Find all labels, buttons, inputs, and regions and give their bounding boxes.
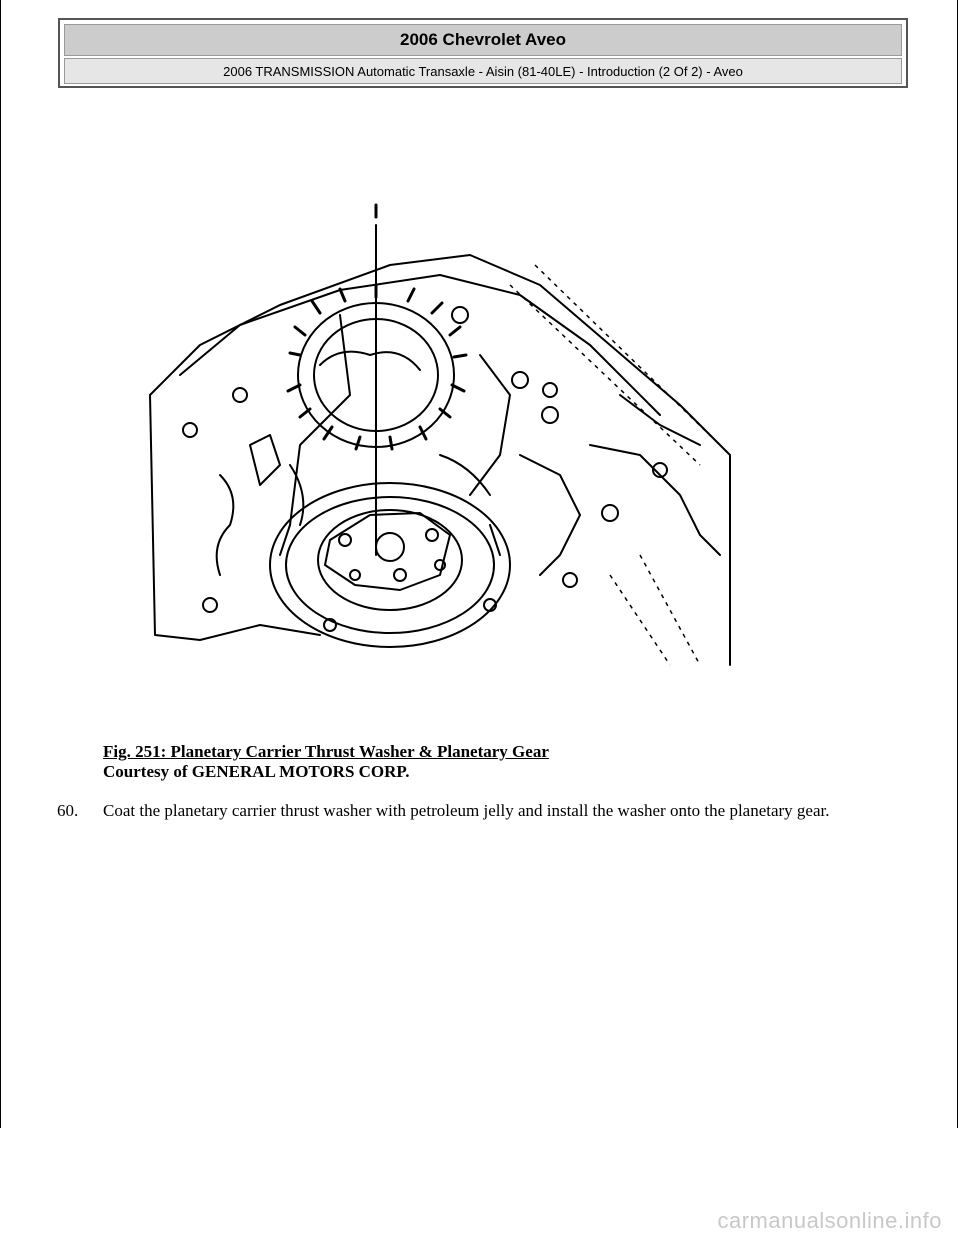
header-subtitle: 2006 TRANSMISSION Automatic Transaxle - Aisin (81-40LE) - Introduction (2 Of 2) - Aveo (64, 58, 902, 84)
step-number: 60. (57, 801, 79, 820)
caption-credit: Courtesy of GENERAL MOTORS CORP. (103, 762, 410, 781)
watermark: carmanualsonline.info (717, 1208, 942, 1233)
callout-label: I (376, 217, 377, 218)
document-header (58, 18, 908, 88)
header-title: 2006 Chevrolet Aveo (64, 24, 902, 56)
figure-caption (103, 742, 549, 782)
step-text: Coat the planetary carrier thrust washer with petroleum jelly and install the washer onto the planetary gear. (103, 801, 830, 820)
transaxle-illustration (140, 195, 740, 675)
caption-title: Fig. 251: Planetary Carrier Thrust Washer & Planetary Gear (103, 742, 549, 761)
